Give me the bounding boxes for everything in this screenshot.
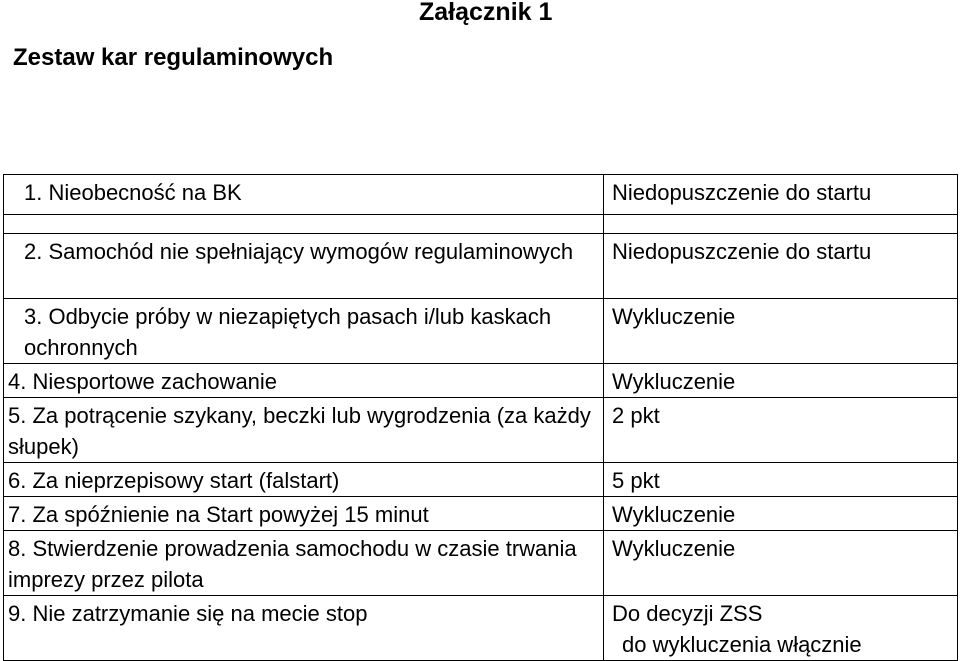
penalty-cell: Niedopuszczenie do startu (604, 234, 958, 299)
table-row (4, 364, 958, 398)
penalty-line: Do decyzji ZSS (612, 601, 763, 626)
table-row (4, 175, 958, 215)
penalty-cell: 5 pkt (604, 463, 958, 497)
offense-cell: 5. Za potrącenie szykany, beczki lub wygrodzenia (za każdy słupek) (4, 398, 604, 463)
table-row (4, 299, 958, 364)
table-row (4, 463, 958, 497)
penalty-table (3, 174, 958, 661)
offense-cell: 8. Stwierdzenie prowadzenia samochodu w czasie trwania imprezy przez pilota (4, 531, 604, 596)
penalty-line: do wykluczenia włącznie (622, 632, 862, 657)
annex-title: Załącznik 1 (419, 0, 553, 26)
penalty-cell: Niedopuszczenie do startu (604, 175, 958, 215)
offense-cell: 2. Samochód nie spełniający wymogów regulaminowych (4, 234, 604, 299)
spacer-cell (604, 215, 958, 234)
table-row (4, 234, 958, 299)
offense-cell: 4. Niesportowe zachowanie (4, 364, 604, 398)
offense-cell: 9. Nie zatrzymanie się na mecie stop (4, 596, 604, 661)
offense-cell: 7. Za spóźnienie na Start powyżej 15 minut (4, 497, 604, 531)
table-row (4, 531, 958, 596)
table-row-spacer (4, 215, 958, 234)
offense-cell: 3. Odbycie próby w niezapiętych pasach i/lub kaskach ochronnych (4, 299, 604, 364)
penalty-cell (604, 596, 958, 661)
penalty-cell: Wykluczenie (604, 299, 958, 364)
spacer-cell (4, 215, 604, 234)
table-row (4, 398, 958, 463)
penalty-cell: Wykluczenie (604, 531, 958, 596)
penalty-cell: Wykluczenie (604, 497, 958, 531)
penalty-cell: 2 pkt (604, 398, 958, 463)
document-heading: Zestaw kar regulaminowych (13, 44, 334, 71)
offense-cell: 6. Za nieprzepisowy start (falstart) (4, 463, 604, 497)
table-row (4, 596, 958, 661)
table-row (4, 497, 958, 531)
offense-cell: 1. Nieobecność na BK (4, 175, 604, 215)
penalty-cell: Wykluczenie (604, 364, 958, 398)
